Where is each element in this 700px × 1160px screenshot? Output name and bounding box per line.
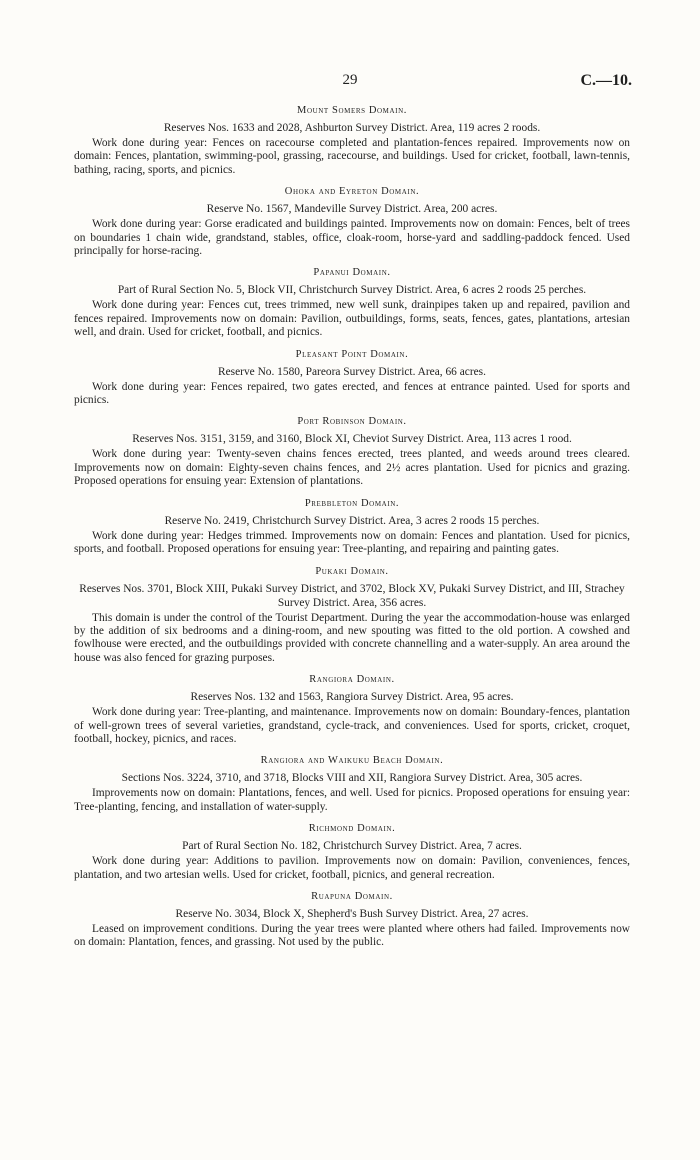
section-body: Work done during year: Additions to pavilion. Improvements now on domain: Pavilion, conveniences, fences, plantation, and two artesian wells. Used for cricket, football, picnics, and general recreation.	[74, 855, 630, 881]
domain-section	[74, 415, 630, 488]
section-body: Work done during year: Fences on racecourse completed and plantation-fences repaired. Improvements now on domain: Fences, plantation, swimming-pool, grassing, racecourse, and buildings. Used for cricket, football, lawn-tennis, bathing, racing, sports, and picnics.	[74, 137, 630, 176]
domain-section	[74, 348, 630, 408]
section-body: This domain is under the control of the Tourist Department. During the year the accommodation-house was enlarged by the addition of six bedrooms and a dining-room, and new spouting was fitted to the old portion. A cowshed and fowlhouse were erected, and the outbuildings provided with concrete channelling and a water-supply. An area around the house was also fenced for grazing purposes.	[74, 611, 630, 664]
section-heading: Port Robinson Domain.	[297, 416, 407, 428]
section-reference: Sections Nos. 3224, 3710, and 3718, Blocks VIII and XII, Rangiora Survey District. Area, 305 acres.	[121, 772, 583, 785]
section-body: Work done during year: Gorse eradicated and buildings painted. Improvements now on domain: Fences, belt of trees on boundaries 1 chain wide, grandstand, stables, office, cloak-room, horse-yard and saddling-paddock fenced. Used principally for horse-racing.	[74, 218, 630, 258]
section-heading: Pleasant Point Domain.	[295, 348, 409, 360]
section-reference: Reserves Nos. 3701, Block XIII, Pukaki Survey District, and 3702, Block XV, Pukaki Survey District, and III, Strachey Survey District. Area, 356 acres.	[79, 582, 625, 609]
section-heading: Pukaki Domain.	[315, 565, 389, 577]
domain-section	[74, 565, 630, 666]
domain-section	[74, 890, 630, 950]
section-reference: Reserve No. 1567, Mandeville Survey District. Area, 200 acres.	[206, 203, 498, 216]
section-reference: Reserve No. 1580, Pareora Survey District. Area, 66 acres.	[218, 365, 486, 378]
section-body: Work done during year: Fences cut, trees trimmed, new well sunk, drainpipes taken up and repaired, pavilion and fences repaired. Improvements now on domain: Pavilion, outbuildings, forms, seats, fences, gates, plantations, artesian well, and drain. Used for cricket, football, and picnics.	[74, 299, 630, 339]
page-number: 29	[342, 72, 358, 88]
section-reference: Reserves Nos. 1633 and 2028, Ashburton Survey District. Area, 119 acres 2 roods.	[163, 122, 541, 134]
domain-section	[74, 104, 630, 177]
section-reference: Part of Rural Section No. 5, Block VII, Christchurch Survey District. Area, 6 acres 2 roods 25 perches.	[117, 284, 587, 297]
section-heading: Richmond Domain.	[308, 823, 396, 835]
section-reference: Part of Rural Section No. 182, Christchurch Survey District. Area, 7 acres.	[182, 840, 522, 853]
section-heading: Ruapuna Domain.	[311, 890, 393, 902]
page-content	[74, 104, 630, 950]
section-body: Work done during year: Hedges trimmed. Improvements now on domain: Fences and plantation. Used for picnics, sports, and football. Proposed operations for ensuing year: Tree-planting, and repairing and painting gates.	[74, 529, 630, 556]
section-reference: Reserves Nos. 3151, 3159, and 3160, Block XI, Cheviot Survey District. Area, 113 acres 1 rood.	[132, 433, 572, 446]
section-body: Work done during year: Fences repaired, two gates erected, and fences at entrance painted. Used for sports and picnics.	[74, 380, 630, 407]
domain-section	[74, 185, 630, 258]
document-reference: C.—10.	[580, 72, 632, 89]
section-body: Work done during year: Tree-planting, and maintenance. Improvements now on domain: Boundary-fences, plantation of well-grown trees of several varieties, grandstand, cycle-track, and conveniences. Used for sports, cricket, croquet, football, hockey, picnics, and races.	[74, 706, 630, 745]
domain-section	[74, 673, 630, 746]
section-reference: Reserve No. 2419, Christchurch Survey District. Area, 3 acres 2 roods 15 perches.	[164, 514, 540, 527]
section-heading: Papanui Domain.	[313, 267, 391, 279]
page-header	[0, 72, 700, 94]
section-body: Leased on improvement conditions. During the year trees were planted where others had failed. Improvements now on domain: Plantation, fences, and grassing. Not used by the public.	[74, 922, 630, 949]
section-reference: Reserve No. 3034, Block X, Shepherd's Bush Survey District. Area, 27 acres.	[175, 907, 529, 920]
section-body: Work done during year: Twenty-seven chains fences erected, trees planted, and weeds around trees cleared. Improvements now on domain: Eighty-seven chains fences, and 2½ acres plantation. Used for picnics and grazing. Proposed operations for ensuing year: Extension of plantations.	[74, 448, 630, 488]
section-body: Improvements now on domain: Plantations, fences, and well. Used for picnics. Proposed operations for ensuing year: Tree-planting, fencing, and installation of water-supply.	[74, 787, 630, 813]
domain-section	[74, 822, 630, 882]
domain-section	[74, 497, 630, 557]
section-heading: Mount Somers Domain.	[297, 105, 407, 116]
section-heading: Prebbleton Domain.	[304, 497, 400, 509]
section-heading: Rangiora Domain.	[309, 674, 395, 686]
section-heading: Rangiora and Waikuku Beach Domain.	[260, 755, 444, 767]
domain-section	[74, 266, 630, 339]
domain-section	[74, 754, 630, 814]
section-reference: Reserves Nos. 132 and 1563, Rangiora Survey District. Area, 95 acres.	[190, 691, 514, 704]
section-heading: Ohoka and Eyreton Domain.	[284, 186, 420, 198]
